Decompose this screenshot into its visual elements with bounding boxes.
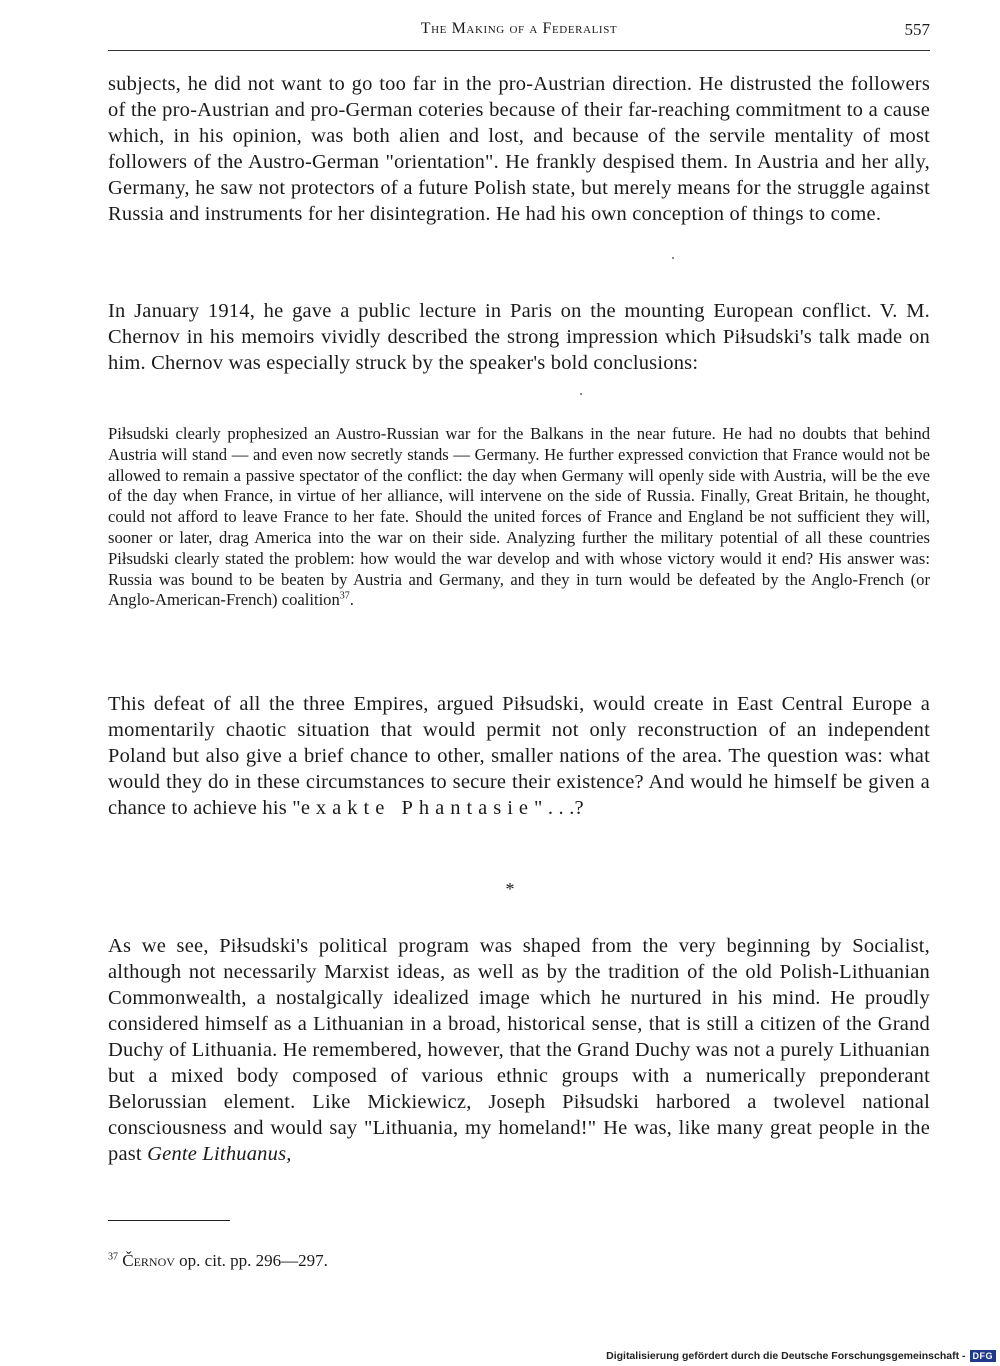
paragraph-1: subjects, he did not want to go too far in the pro-Austrian direction. He distrusted the followers of the pro-Austrian and pro-German coteries because of their far-reaching commitment to a cause which, in his opinion, was both alien and lost, and because of the servile mentality of most followers of the Austro-German "orientation". He frankly despised them. In Austria and her ally, Germany, he saw not protectors of a future Polish state, but merely means for the struggle against Russia and instruments for her disintegration. He had his own conception of things to come. <box>108 73 930 225</box>
spaced-phrase: exakte Phantasie <box>300 797 535 819</box>
page-number: 557 <box>904 20 930 39</box>
dfg-logo-icon: DFG <box>970 1350 997 1362</box>
digitization-text: Digitalisierung gefördert durch die Deutsche Forschungsgemeinschaft - <box>606 1350 966 1362</box>
footnote <box>108 1250 930 1272</box>
paragraph-5 <box>108 933 930 1167</box>
scan-speck <box>672 257 674 259</box>
footnote-reference[interactable]: 37 <box>339 590 350 602</box>
quote-end: . <box>349 590 354 610</box>
paragraph-5-text: As we see, Piłsudski's political program was shaped from the very beginning by Socialist, although not necessarily Marxist ideas, as well as by the tradition of the old Polish-Lithuanian Commonwealth, a nostalgically idealized image which he nurtured in his mind. He proudly considered himself as a Lithuanian in a broad, historical sense, that is still a citizen of the Grand Duchy of Lithuania. He remembered, however, that the Grand Duchy was not a purely Lithuanian but a mixed body composed of various ethnic groups with a numerically preponderant Belorussian element. Like Mickiewicz, Joseph Piłsudski harbored a twolevel national consciousness and would say "Lithuania, my homeland!" He was, like many great people in the past <box>108 935 930 1165</box>
quote-text: Piłsudski clearly prophesized an Austro-Russian war for the Balkans in the near future. He had no doubts that behind Austria will stand — and even now secretly stands — Germany. He further expressed conviction that France would not be allowed to remain a passive spectator of the conflict: the day when Germany will openly side with Austria, will be the eve of the day when France, in virtue of her alliance, will intervene on the side of Russia. Finally, Great Britain, he thought, could not afford to leave France to her fate. Should the united forces of France and England be not sufficient they will, sooner or later, drag America into the war on their side. Analyzing further the military potential of all these countries Piłsudski clearly stated the problem: how would the war develop and with whose victory would it end? His answer was: Russia was bound to be beaten by Austria and Germany, and they in turn would be defeated by the Anglo-French (or Anglo-American-French) coalition <box>108 424 930 610</box>
paragraph-4 <box>108 691 930 821</box>
paragraph-4-text: This defeat of all the three Empires, argued Piłsudski, would create in East Central Europe a momentarily chaotic situation that would permit not only reconstruction of an independent Poland but also give a brief chance to other, smaller nations of the area. The question was: what would they do in these circumstances to secure their existence? And would he himself be given a chance to achieve his " <box>108 693 930 819</box>
digitization-notice <box>606 1350 996 1362</box>
running-head <box>108 20 930 46</box>
paragraph-4-end: " . . .? <box>534 797 584 819</box>
running-title: The Making of a Federalist <box>420 20 618 37</box>
footnote-text: op. cit. pp. 296—297. <box>174 1251 328 1270</box>
footnote-number: 37 <box>108 1251 118 1263</box>
block-quote <box>108 424 930 611</box>
scan-speck <box>580 393 582 395</box>
italic-phrase: Gente Lithuanus, <box>147 1143 292 1165</box>
section-break-asterisk: * <box>505 879 515 899</box>
header-rule <box>108 50 930 51</box>
footnote-author: Černov <box>122 1251 175 1270</box>
paragraph-2: In January 1914, he gave a public lecture in Paris on the mounting European conflict. V. M. Chernov in his memoirs vividly described the strong impression which Piłsudski's talk made on him. Chernov was especially struck by the speaker's bold conclusions: <box>108 300 930 374</box>
footnote-rule <box>108 1220 230 1221</box>
